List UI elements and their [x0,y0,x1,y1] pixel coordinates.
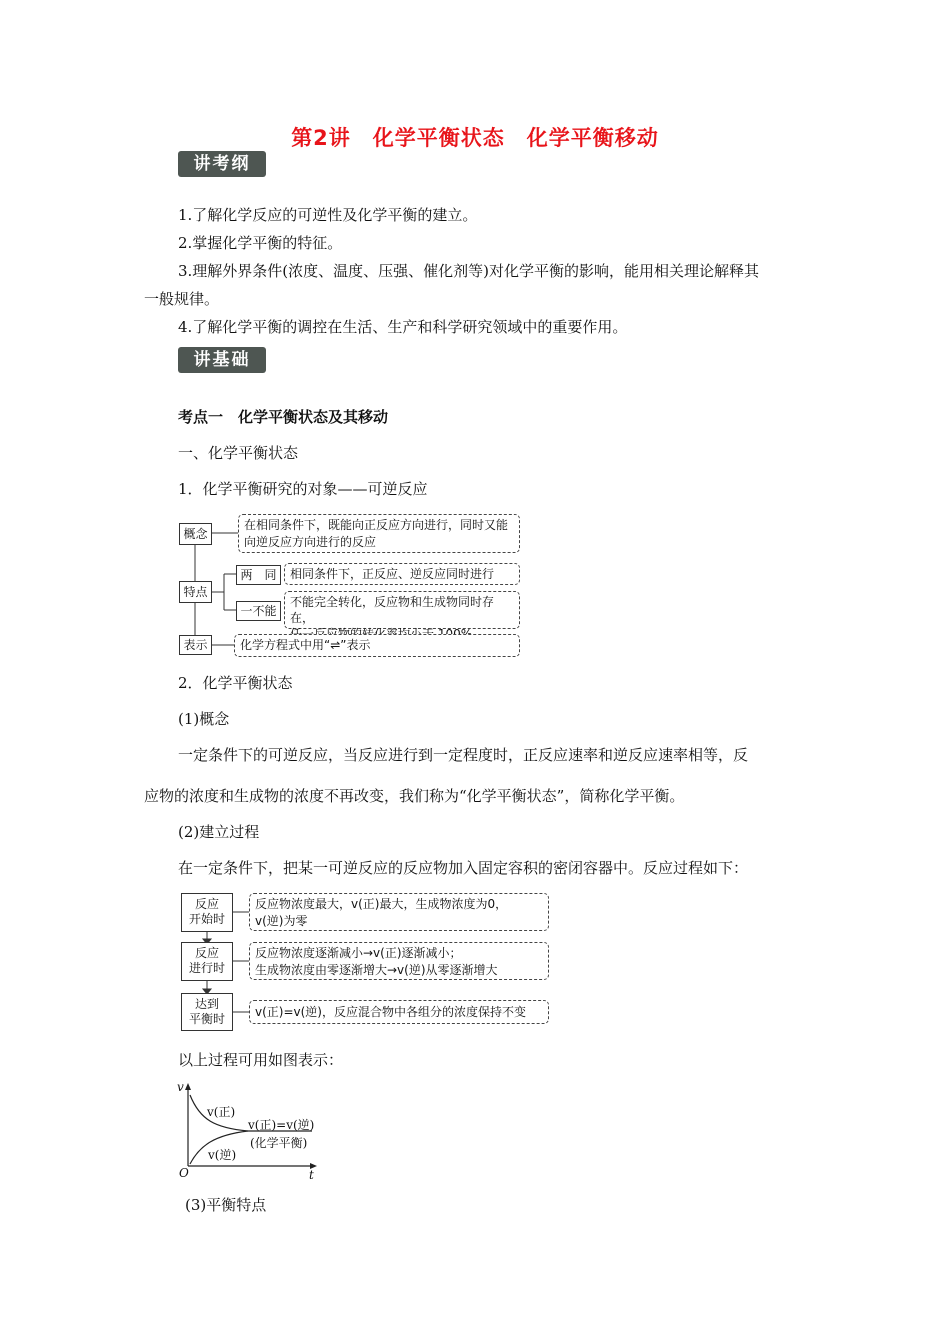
liangtong-box: 相同条件下，正反应、逆反应同时进行 [284,563,520,585]
yibuneng-line-1: 不能完全转化，反应物和生成物同时存在， [290,595,495,625]
process-paragraph: 在一定条件下，把某一可逆反应的反应物加入固定容积的密闭容器中。反应过程如下： [178,859,749,877]
concept-paragraph-line-2: 应物的浓度和生成物的浓度不再改变，我们称为“化学平衡状态”，简称化学平衡。 [144,787,685,805]
syllabus-item-3: 3.理解外界条件(浓度、温度、压强、催化剂等)对化学平衡的影响，能用相关理论解释其 [178,262,760,280]
syllabus-item-4: 4.了解化学平衡的调控在生活、生产和科学研究领域中的重要作用。 [178,318,628,336]
concept-definition-line-2: 向逆反应方向进行的反应 [244,535,377,549]
stage-equilibrium-description: v(正)=v(逆)，反应混合物中各组分的浓度保持不变 [249,1000,549,1024]
stage-equilibrium-line-1: 达到 [194,997,219,1011]
concept-paragraph-line-1: 一定条件下的可逆反应，当反应进行到一定程度时，正反应速率和逆反应速率相等，反 [178,746,749,764]
stage-equilibrium-line-2: 平衡时 [188,1012,225,1026]
section-heading-1: 一、化学平衡状态 [178,444,299,462]
syllabus-item-2: 2.掌握化学平衡的特征。 [178,234,343,252]
y-axis-label: v [177,1080,184,1094]
liangtong-label: 两 同 [236,565,281,585]
yibuneng-label: 一不能 [236,601,281,621]
equal-rate-label: v(正)=v(逆) [248,1118,315,1132]
reverse-rate-label: v(逆) [208,1148,237,1162]
stage-start-line-2: 开始时 [188,912,225,926]
notation-box: 化学方程式中用“⇌”表示 [234,634,520,657]
equilibrium-label: (化学平衡) [250,1136,308,1150]
page-title: 第2讲 化学平衡状态 化学平衡移动 [291,126,659,150]
notation-label: 表示 [179,635,212,655]
stage-start-desc-line-2: v(逆)为零 [255,914,308,928]
subheading-features: (3)平衡特点 [185,1196,267,1214]
stage-progress-desc-line-1: 反应物浓度逐渐减小→v(正)逐渐减小； [255,946,462,960]
concept-label: 概念 [179,523,212,545]
stage-progress-line-1: 反应 [194,946,219,960]
section-heading-1-2: 2．化学平衡状态 [178,674,293,692]
subheading-process: (2)建立过程 [178,823,260,841]
syllabus-item-3-cont: 一般规律。 [144,290,220,308]
basics-badge: 讲基础 [178,347,266,373]
stage-progress-line-2: 进行时 [188,961,225,975]
stage-start-desc-line-1: 反应物浓度最大，v(正)最大，生成物浓度为0， [255,897,508,911]
stage-start-line-1: 反应 [194,897,219,911]
syllabus-item-1: 1.了解化学反应的可逆性及化学平衡的建立。 [178,206,478,224]
concept-definition-line-1: 在相同条件下，既能向正反应方向进行，同时又能 [244,518,509,532]
origin-label: O [179,1166,189,1180]
stage-progress-desc-line-2: 生成物浓度由零逐渐增大→v(逆)从零逐渐增大 [255,963,498,977]
x-axis-label: t [309,1168,314,1182]
graph-intro: 以上过程可用如图表示： [178,1051,344,1069]
subheading-concept: (1)概念 [178,710,230,728]
section-heading-1-1: 1．化学平衡研究的对象——可逆反应 [178,480,428,498]
syllabus-badge: 讲考纲 [178,151,266,177]
feature-label: 特点 [179,581,212,603]
forward-rate-label: v(正) [207,1105,236,1119]
kaodian-heading: 考点一 化学平衡状态及其移动 [178,408,389,426]
